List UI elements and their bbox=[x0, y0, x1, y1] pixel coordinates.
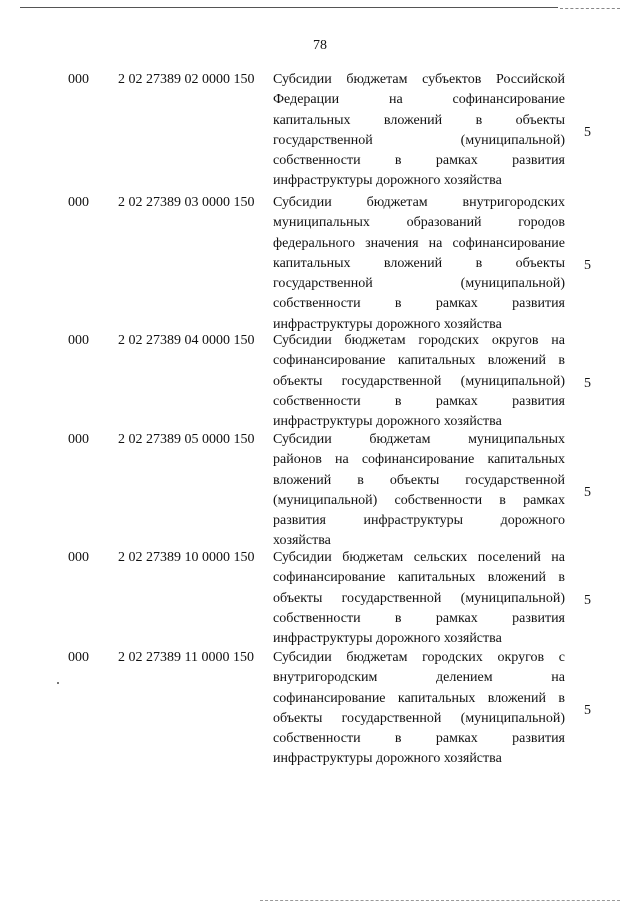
income-name-line: собственности в рамках развития bbox=[273, 393, 565, 409]
income-name-line: районов на софинансирование капитальных bbox=[273, 452, 565, 468]
top-border-line bbox=[20, 7, 558, 8]
income-name-line: объекты государственной (муниципальной) bbox=[273, 710, 565, 726]
income-name-line: внутригородским делением на bbox=[273, 670, 565, 686]
income-name-line: государственной (муниципальной) bbox=[273, 276, 565, 292]
admin-code-cell: 000 bbox=[68, 550, 89, 565]
income-name-cell bbox=[273, 430, 565, 552]
bottom-border-line bbox=[260, 900, 620, 901]
income-name-line: развития инфраструктуры дорожного bbox=[273, 513, 565, 529]
standard-percent-cell: 5 bbox=[584, 376, 591, 391]
income-name-line: инфраструктуры дорожного хозяйства bbox=[273, 316, 502, 332]
income-name-line: объекты государственной (муниципальной) bbox=[273, 373, 565, 389]
top-border-line-faint bbox=[560, 8, 620, 9]
budget-classification-code-cell: 2 02 27389 05 0000 150 bbox=[118, 432, 255, 447]
income-name-line: инфраструктуры дорожного хозяйства bbox=[273, 173, 502, 189]
income-name-line: Субсидии бюджетам сельских поселений на bbox=[273, 550, 565, 565]
income-name-line: собственности в рамках развития bbox=[273, 296, 565, 312]
standard-percent-cell: 5 bbox=[584, 258, 591, 273]
page-number: 78 bbox=[313, 38, 327, 53]
income-name-cell bbox=[273, 331, 565, 432]
income-name-line: инфраструктуры дорожного хозяйства bbox=[273, 631, 502, 647]
income-name-cell bbox=[273, 193, 565, 335]
income-name-cell bbox=[273, 70, 565, 192]
income-name-line: вложений в объекты государственной bbox=[273, 472, 565, 488]
income-name-line: софинансирование капитальных вложений в bbox=[273, 353, 565, 369]
admin-code-cell: 000 bbox=[68, 195, 89, 210]
budget-classification-code-cell: 2 02 27389 03 0000 150 bbox=[118, 195, 255, 210]
income-name-line: Федерации на софинансирование bbox=[273, 92, 565, 108]
income-name-line: капитальных вложений в объекты bbox=[273, 255, 565, 271]
income-name-cell bbox=[273, 648, 565, 770]
scan-speck bbox=[57, 682, 59, 684]
standard-percent-cell: 5 bbox=[584, 593, 591, 608]
budget-classification-code-cell: 2 02 27389 10 0000 150 bbox=[118, 550, 255, 565]
budget-classification-code-cell: 2 02 27389 11 0000 150 bbox=[118, 650, 254, 665]
income-name-line: капитальных вложений в объекты bbox=[273, 112, 565, 128]
admin-code-cell: 000 bbox=[68, 72, 89, 87]
income-name-line: собственности в рамках развития bbox=[273, 731, 565, 747]
budget-classification-code-cell: 2 02 27389 02 0000 150 bbox=[118, 72, 255, 87]
income-name-line: инфраструктуры дорожного хозяйства bbox=[273, 414, 502, 430]
income-name-line: собственности в рамках развития bbox=[273, 610, 565, 626]
income-name-line: (муниципальной) собственности в рамках bbox=[273, 492, 565, 508]
income-name-cell bbox=[273, 548, 565, 649]
standard-percent-cell: 5 bbox=[584, 485, 591, 500]
income-name-line: Субсидии бюджетам внутригородских bbox=[273, 195, 565, 210]
admin-code-cell: 000 bbox=[68, 432, 89, 447]
income-name-line: муниципальных образований городов bbox=[273, 215, 565, 231]
income-name-line: инфраструктуры дорожного хозяйства bbox=[273, 751, 502, 767]
income-name-line: объекты государственной (муниципальной) bbox=[273, 590, 565, 606]
admin-code-cell: 000 bbox=[68, 333, 89, 348]
income-name-line: софинансирование капитальных вложений в bbox=[273, 690, 565, 706]
income-name-line: Субсидии бюджетам муниципальных bbox=[273, 432, 565, 447]
standard-percent-cell: 5 bbox=[584, 703, 591, 718]
income-name-line: Субсидии бюджетам городских округов на bbox=[273, 333, 565, 348]
income-name-line: хозяйства bbox=[273, 533, 331, 549]
admin-code-cell: 000 bbox=[68, 650, 89, 665]
income-name-line: Субсидии бюджетам субъектов Российской bbox=[273, 72, 565, 87]
income-name-line: собственности в рамках развития bbox=[273, 153, 565, 169]
income-name-line: Субсидии бюджетам городских округов с bbox=[273, 650, 565, 665]
budget-classification-code-cell: 2 02 27389 04 0000 150 bbox=[118, 333, 255, 348]
income-name-line: федерального значения на софинансирование bbox=[273, 235, 565, 251]
income-name-line: государственной (муниципальной) bbox=[273, 132, 565, 148]
income-name-line: софинансирование капитальных вложений в bbox=[273, 570, 565, 586]
standard-percent-cell: 5 bbox=[584, 125, 591, 140]
